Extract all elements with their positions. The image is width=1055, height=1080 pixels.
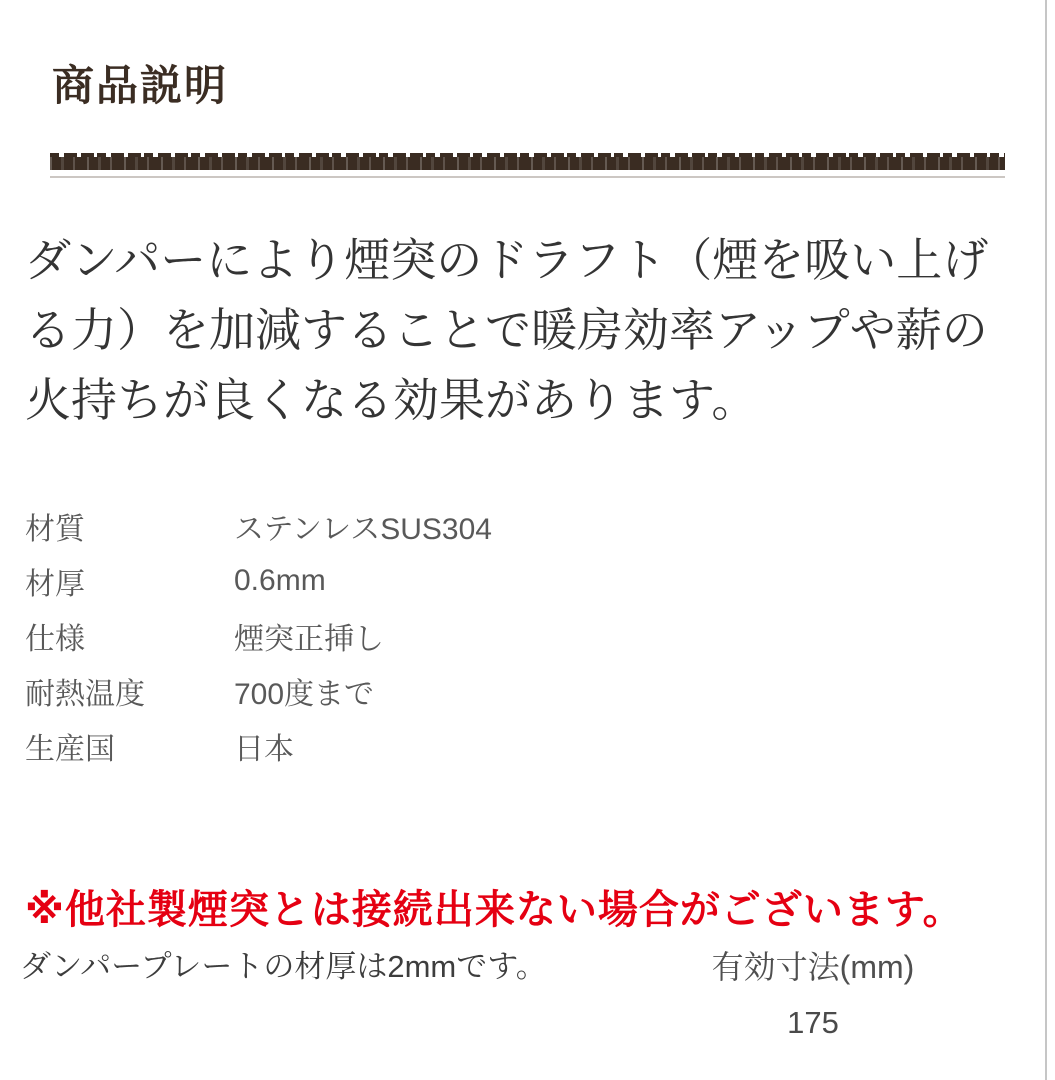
spec-label: 耐熱温度 bbox=[25, 677, 145, 711]
spec-label: 材厚 bbox=[25, 567, 85, 601]
description-line: ダンパーにより煙突のドラフト（煙を吸い上げ bbox=[25, 234, 989, 286]
divider-bar bbox=[50, 157, 1005, 170]
plate-thickness-note: ダンパープレートの材厚は2mmです。 bbox=[20, 949, 547, 984]
spec-value: 煙突正挿し bbox=[234, 622, 384, 656]
spec-row-country bbox=[25, 718, 725, 773]
spec-table bbox=[25, 498, 725, 773]
description-line: 火持ちが良くなる効果があります。 bbox=[25, 374, 758, 426]
spec-value: ステンレスSUS304 bbox=[234, 512, 492, 546]
compatibility-warning: ※他社製煙突とは接続出来ない場合がございます。 bbox=[25, 888, 964, 932]
description-paragraph bbox=[25, 225, 1015, 435]
spec-label: 仕様 bbox=[25, 622, 85, 656]
spec-value: 日本 bbox=[234, 732, 294, 766]
spec-row-thickness bbox=[25, 553, 725, 608]
effective-dimension-value: 175 bbox=[787, 1005, 839, 1040]
page-edge-line bbox=[1045, 0, 1047, 1080]
spec-row-heat-resistance bbox=[25, 663, 725, 718]
divider-underline bbox=[50, 176, 1005, 178]
description-line: る力）を加減することで暖房効率アップや薪の bbox=[25, 304, 988, 356]
spec-label: 生産国 bbox=[25, 732, 115, 766]
effective-dimension-label: 有効寸法(mm) bbox=[711, 949, 915, 985]
effective-dimension-block bbox=[683, 948, 943, 1041]
spec-row-material bbox=[25, 498, 725, 553]
spec-value: 0.6mm bbox=[234, 563, 326, 597]
spec-label: 材質 bbox=[25, 512, 85, 546]
decorative-divider bbox=[50, 153, 1005, 178]
section-title: 商品説明 bbox=[52, 62, 229, 109]
spec-value: 700度まで bbox=[234, 677, 375, 711]
spec-row-spec bbox=[25, 608, 725, 663]
